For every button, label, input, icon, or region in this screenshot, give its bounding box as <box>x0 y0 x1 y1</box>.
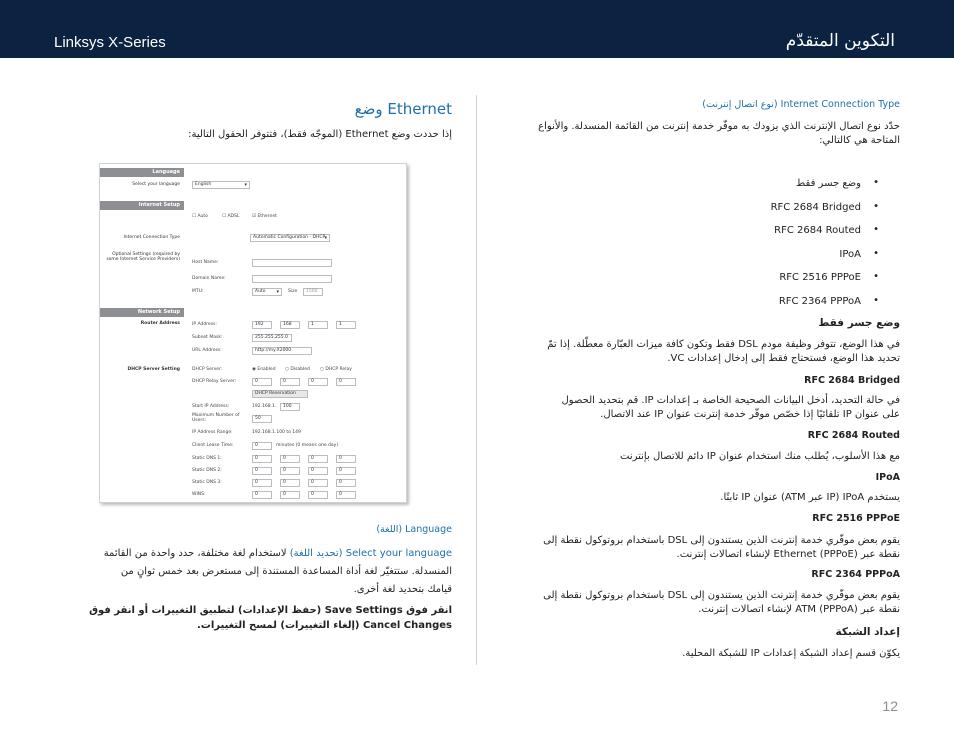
pppoe-para-line2: نقطة عبر Ethernet (PPPoE) لإنشاء اتصالات إنترنت. <box>676 549 900 560</box>
label-ict: Internet Connection Type <box>123 235 180 240</box>
ict-heading: Internet Connection Type (نوع اتصال إنترنت) <box>702 99 900 110</box>
bar-network-setup: Network Setup <box>100 308 184 317</box>
pppoe-para-line1: يقوم بعض موفّري خدمة إنترنت الذين يستندون إلى DSL باستخدام بروتوكول نقطة إلى <box>543 535 900 546</box>
relay-octet-4[interactable]: 0 <box>336 378 356 386</box>
bar-internet-setup: Internet Setup <box>100 201 184 210</box>
language-para-line3: قيامك بتحديد لغة أخرى. <box>353 584 452 595</box>
label-url: URL Address: <box>192 348 222 353</box>
pppoa-para-line2: نقطة عبر ATM (PPPoA) لإنشاء اتصالات إنترنت. <box>698 604 900 615</box>
label-dhcp-server: DHCP Server: <box>192 367 223 372</box>
ethernet-intro: إذا حددت وضع Ethernet (الموجّه فقط)، فتتوفر الحقول التالية: <box>188 129 452 140</box>
opt-adsl[interactable]: ☐ ADSL <box>222 214 240 219</box>
ip-octet-2[interactable]: 168 <box>280 321 300 329</box>
lease-suffix: minutes (0 means one day) <box>276 443 339 448</box>
label-lease: Client Lease Time: <box>192 443 234 448</box>
domain-input[interactable] <box>252 275 332 283</box>
bridge-para-line2: تحديد هذا الوضع، فستحتاج فقط إلى إدخال إعدادات VC. <box>667 353 900 364</box>
network-setup-para: يكوّن قسم إعداد الشبكة إعدادات IP للشبكة المحلية. <box>682 648 900 659</box>
wins-octet-4[interactable]: 0 <box>336 491 356 499</box>
dns3-octet-2[interactable]: 0 <box>280 479 300 487</box>
language-select[interactable]: English ▾ <box>192 181 250 189</box>
ethernet-mode-title: Ethernet وضع <box>354 100 452 118</box>
ipoa-heading: IPoA <box>875 472 900 483</box>
label-max-users: Maximum Number of Users: <box>192 413 240 423</box>
network-setup-heading: إعداد الشبكة <box>835 626 900 638</box>
rfcb-para-line1: في حالة التحديد، أدخل البيانات الصحيحة الخاصة بـ إعدادات IP. قم بتحديد الحصول <box>561 395 900 406</box>
dns2-octet-2[interactable]: 0 <box>280 467 300 475</box>
language-para-line1: Select your language (تحديد اللغة) لاستخدام لغة مختلفة، حدد واحدة من القائمة <box>103 548 452 559</box>
list-item: RFC 2364 PPPoA • <box>679 296 879 320</box>
size-input[interactable]: 1500 <box>303 288 323 296</box>
label-dns1: Static DNS 1: <box>192 456 222 461</box>
dns3-octet-4[interactable]: 0 <box>336 479 356 487</box>
dns3-octet-1[interactable]: 0 <box>252 479 272 487</box>
wins-octet-2[interactable]: 0 <box>280 491 300 499</box>
ict-select[interactable]: Automatic Configuration - DHCP ▾ <box>250 234 330 242</box>
label-mtu: MTU: <box>192 289 204 294</box>
label-ip: IP Address: <box>192 322 217 327</box>
mtu-select[interactable]: Auto ▾ <box>252 288 282 296</box>
column-divider <box>476 95 477 665</box>
start-ip-input[interactable]: 100 <box>280 403 300 411</box>
opt-dhcp-disabled[interactable]: ○ Disabled <box>285 367 310 372</box>
rfc-routed-heading: RFC 2684 Routed <box>807 430 900 441</box>
save-para-line2: Cancel Changes (إلغاء التغييرات) لمسح التغييرات. <box>197 620 452 631</box>
opt-ethernet[interactable]: ☑ Ethernet <box>252 214 277 219</box>
dns2-octet-4[interactable]: 0 <box>336 467 356 475</box>
label-select-language: Select your language <box>132 182 180 187</box>
opt-dhcp-relay[interactable]: ○ DHCP Relay <box>320 367 352 372</box>
wins-octet-1[interactable]: 0 <box>252 491 272 499</box>
dns2-octet-1[interactable]: 0 <box>252 467 272 475</box>
brand-title: Linksys X-Series <box>54 34 166 51</box>
ip-octet-3[interactable]: 1 <box>308 321 328 329</box>
list-item: RFC 2684 Routed • <box>679 225 879 249</box>
page-header <box>0 0 954 58</box>
pppoe-heading: RFC 2516 PPPoE <box>812 513 900 524</box>
label-dns3: Static DNS 3: <box>192 480 222 485</box>
label-start-ip: Start IP Address: <box>192 404 230 409</box>
rfc-bridged-heading: RFC 2684 Bridged <box>804 375 900 386</box>
dns1-octet-2[interactable]: 0 <box>280 455 300 463</box>
relay-octet-3[interactable]: 0 <box>308 378 328 386</box>
lease-input[interactable]: 0 <box>252 442 272 450</box>
opt-auto[interactable]: ☐ Auto <box>192 214 208 219</box>
label-wins: WINS: <box>192 492 206 497</box>
url-input[interactable]: http://my.X2000 <box>252 347 312 355</box>
label-subnet: Subnet Mask: <box>192 335 223 340</box>
opt-dhcp-enabled[interactable]: ◉ Enabled <box>252 367 276 372</box>
label-dhcp-setting: DHCP Server Setting <box>127 367 180 372</box>
label-dns2: Static DNS 2: <box>192 468 222 473</box>
dns2-octet-3[interactable]: 0 <box>308 467 328 475</box>
connection-type-list <box>679 178 879 319</box>
page-number: 12 <box>882 698 898 714</box>
language-para-line2: المنسدلة. ستتغيّر لغة أداة المساعدة المستندة إلى مستعرض بعد خمس ثوانٍ من <box>120 566 452 577</box>
max-users-input[interactable]: 50 <box>252 415 272 423</box>
subnet-select[interactable]: 255.255.255.0 <box>252 334 292 342</box>
select-lang-label: Select your language (تحديد اللغة) <box>289 548 452 559</box>
list-item: IPoA • <box>679 249 879 273</box>
list-item: وضع جسر فقط • <box>679 178 879 202</box>
label-optional: Optional Settings (required by some Internet Service Providers) <box>106 252 180 262</box>
ip-octet-4[interactable]: 1 <box>336 321 356 329</box>
dns1-octet-1[interactable]: 0 <box>252 455 272 463</box>
ip-octet-1[interactable]: 192 <box>252 321 272 329</box>
bar-language: Language <box>100 168 184 177</box>
label-size: Size <box>288 289 298 294</box>
label-host: Host Name: <box>192 260 219 265</box>
ip-range-value: 192.168.1.100 to 149 <box>252 430 301 435</box>
ipoa-para-line1: يستخدم IPoA (IP عبر ATM) عنوان IP ثابتًا. <box>720 492 900 503</box>
label-domain: Domain Name: <box>192 276 226 281</box>
rfcb-para-line2: على عنوان IP تلقائيًا إذا خصّص موفّر خدمة إنترنت عنوان IP عند الاتصال. <box>600 409 900 420</box>
dhcp-reservation-button[interactable]: DHCP Reservation <box>252 390 308 398</box>
label-dhcp-relay-server: DHCP Relay Server: <box>192 379 237 384</box>
dns1-octet-4[interactable]: 0 <box>336 455 356 463</box>
rfcr-para-line1: مع هذا الأسلوب، يُطلب منك استخدام عنوان IP دائم للاتصال بإنترنت <box>620 451 900 462</box>
ict-para-line2: المتاحة هي كالتالي: <box>819 135 900 146</box>
relay-octet-2[interactable]: 0 <box>280 378 300 386</box>
start-ip-prefix: 192.168.1. <box>252 404 277 409</box>
relay-octet-1[interactable]: 0 <box>252 378 272 386</box>
dns1-octet-3[interactable]: 0 <box>308 455 328 463</box>
list-item: RFC 2684 Bridged • <box>679 202 879 226</box>
save-para-line1: انقر فوق Save Settings (حفظ الإعدادات) لتطبيق التغييرات أو انقر فوق <box>89 605 452 616</box>
dns3-octet-3[interactable]: 0 <box>308 479 328 487</box>
language-heading: Language (اللغة) <box>376 524 452 535</box>
bridge-heading: وضع جسر فقط <box>818 317 900 329</box>
list-item: RFC 2516 PPPoE • <box>679 272 879 296</box>
router-setup-screenshot <box>99 163 407 503</box>
pppoa-heading: RFC 2364 PPPoA <box>811 569 900 580</box>
host-input[interactable] <box>252 259 332 267</box>
bridge-para-line1: في هذا الوضع، تتوفر وظيفة مودم DSL فقط وتكون كافة ميزات العبّارة معطّلة. إذا تمّ <box>547 339 900 350</box>
label-ip-range: IP Address Range: <box>192 430 233 435</box>
ict-para-line1: حدّد نوع اتصال الإنترنت الذي يزودك به موفّر خدمة إنترنت من القائمة المنسدلة. والأنواع <box>538 121 900 132</box>
wins-octet-3[interactable]: 0 <box>308 491 328 499</box>
chapter-title: التكوين المتقدّم <box>785 31 895 51</box>
label-router-address: Router Address <box>140 321 180 326</box>
pppoa-para-line1: يقوم بعض موفّري خدمة إنترنت الذين يستندون إلى DSL باستخدام بروتوكول نقطة إلى <box>543 590 900 601</box>
